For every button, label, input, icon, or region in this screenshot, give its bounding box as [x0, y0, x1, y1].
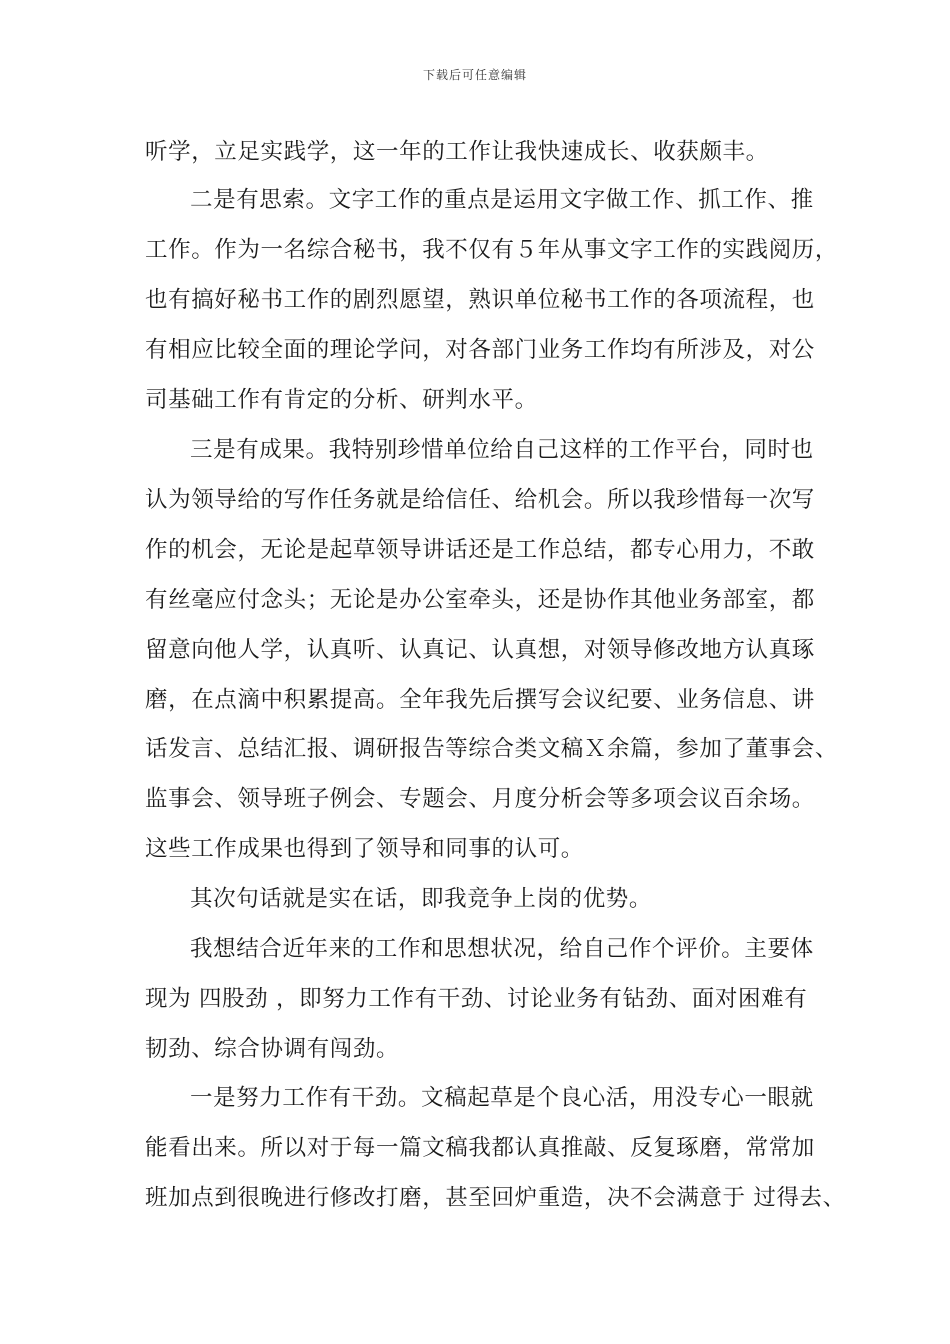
body-line-10: 有丝毫应付念头；无论是办公室牵头，还是协作其他业务部室，都 — [145, 587, 815, 613]
body-line-11: 留意向他人学，认真听、认真记、认真想，对领导修改地方认真琢 — [145, 637, 815, 663]
body-line-14: 监事会、领导班子例会、专题会、月度分析会等多项会议百余场。 — [145, 786, 815, 812]
body-line-2: 二是有思索。文字工作的重点是运用文字做工作、抓工作、推 — [190, 187, 814, 213]
body-line-4: 也有搞好秘书工作的剧烈愿望，熟识单位秘书工作的各项流程，也 — [145, 287, 815, 313]
body-line-21: 能看出来。所以对于每一篇文稿我都认真推敲、反复琢磨，常常加 — [145, 1135, 815, 1161]
body-line-8: 认为领导给的写作任务就是给信任、给机会。所以我珍惜每一次写 — [145, 487, 815, 513]
body-line-18: 现为 四股劲 ，即努力工作有干劲、讨论业务有钻劲、面对困难有 — [145, 986, 808, 1012]
body-line-1: 听学，立足实践学，这一年的工作让我快速成长、收获颇丰。 — [145, 139, 769, 165]
body-line-12: 磨，在点滴中积累提高。全年我先后撰写会议纪要、业务信息、讲 — [145, 687, 815, 713]
body-line-3: 工作。作为一名综合秘书，我不仅有５年从事文字工作的实践阅历， — [145, 237, 839, 263]
body-line-7: 三是有成果。我特别珍惜单位给自己这样的工作平台，同时也 — [190, 437, 814, 463]
body-line-15: 这些工作成果也得到了领导和同事的认可。 — [145, 836, 584, 862]
body-line-13: 话发言、总结汇报、调研报告等综合类文稿Ｘ余篇，参加了董事会、 — [145, 736, 839, 762]
body-line-6: 司基础工作有肯定的分析、研判水平。 — [145, 387, 538, 413]
body-line-9: 作的机会，无论是起草领导讲话还是工作总结，都专心用力，不敢 — [145, 537, 815, 563]
body-line-22: 班加点到很晚进行修改打磨，甚至回炉重造，决不会满意于 过得去、 — [145, 1185, 846, 1211]
page-header-note: 下载后可任意编辑 — [422, 68, 527, 82]
body-line-16: 其次句话就是实在话，即我竞争上岗的优势。 — [190, 886, 653, 912]
body-line-17: 我想结合近年来的工作和思想状况，给自己作个评价。主要体 — [190, 936, 814, 962]
body-line-5: 有相应比较全面的理论学问，对各部门业务工作均有所涉及，对公 — [145, 337, 815, 363]
body-line-20: 一是努力工作有干劲。文稿起草是个良心活，用没专心一眼就 — [190, 1085, 814, 1111]
body-line-19: 韧劲、综合协调有闯劲。 — [145, 1036, 400, 1062]
